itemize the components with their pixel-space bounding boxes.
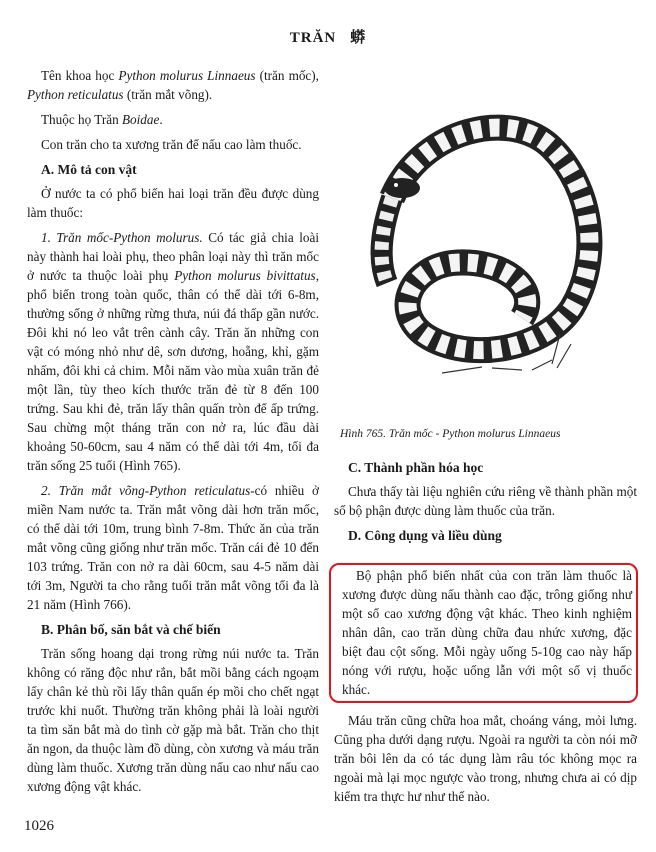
tran-moc-paragraph: 1. Trăn mốc-Python molurus. Có tác giả chia loài này thành hai loài phụ, theo phân loại này thì trăn mốc ở nước ta thuộc loài phụ Python molurus bivittatus, phổ biến trong toàn quốc, thân có thể dài tới 6-8m, thường sống ở những rừng thưa, núi đá thấp gần nước. Đôi khi nó leo vắt trên cành cây. Trăn ăn những con vật có móng nhỏ như dê, sơn dương, hoẵng, khỉ, gặm nhấm, đôi khi cả chim. Mỗi năm vào mùa xuân trăn đẻ một lần, tùy theo kích thước trăn đẻ từ 8 đến 100 trứng. Sau khi đẻ, trăn lấy thân quấn tròn để ấp trứng. Sau chừng một tháng trăn con nở ra, lúc đầu dài khoảng 50-60cm, sau 4 năm có thể dài tới 4m, tối đa trăn sống 25 tuổi (Hình 765).	[27, 230, 319, 473]
highlighted-usage-paragraph: Bộ phận phổ biến nhất của con trăn làm thuốc là xương được dùng nấu thành cao đặc, trông giống như một số cao xương động vật khác. Theo kinh nghiệm nhân dân, cao trăn dùng chữa đau nhức xương, đặc biệt đau cột sống. Mỗi ngày uống 5-10g cao này hấp nóng với rượu, hoặc uống lẫn với một số vị thuốc khác.	[342, 568, 632, 697]
distribution-paragraph: Trăn sống hoang dại trong rừng núi nước ta. Trăn không có răng độc như rắn, bắt mồi bằng cách ngoạm lấy chân kẻ thù rồi lấy thân quấn ép mồi cho chết ngạt trước khi nuốt. Thường trăn không phải là loài người ta tìm săn bắt mà do tình cờ gặp mà bắt. Trăn cho thịt ăn ngon, da thuộc làm đồ dùng, còn xương và máu trăn dùng làm thuốc. Xương trăn dùng nấu cao như nấu cao xương động vật khác.	[27, 646, 319, 794]
use-paragraph: Con trăn cho ta xương trăn để nấu cao làm thuốc.	[41, 137, 302, 152]
figure-caption: Hình 765. Trăn mốc - Python molurus Linnaeus	[340, 428, 561, 440]
page-title-han: 蟒	[350, 30, 367, 46]
intro-paragraph: Ở nước ta có phổ biến hai loại trăn đều được dùng làm thuốc:	[27, 186, 319, 220]
snake-head	[384, 178, 420, 198]
page-number: 1026	[24, 818, 54, 834]
family-paragraph: Thuộc họ Trăn Boidae.	[41, 112, 163, 127]
blood-use-paragraph: Máu trăn cũng chữa hoa mắt, choáng váng, mỏi lưng. Cũng pha dưới dạng rượu. Ngoài ra người ta còn nói mỡ trăn bôi lên da có tác dụng làm râu tóc không mọc ra ngoài mà lại mọc ngược vào trong, nhưng chưa ai có dịp kiểm tra thực hư như thế nào.	[334, 713, 637, 804]
page-title: TRĂN	[289, 30, 337, 46]
tran-mat-vong-paragraph: 2. Trăn mắt võng-Python reticulatus-có nhiều ở miền Nam nước ta. Trăn mắt võng dài hơn trăn mốc, có thể dài tới 10m, trung bình 7-8m. Thức ăn của trăn mắt võng cũng giống như trăn mốc. Trăn cái đẻ 10 đến 103 trứng. Trăn con nở ra dài 60cm, sau 4-5 năm dài tới 3m, Người ta cho rằng tuổi trăn mắt võng tối đa là 21 năm (Hình 766).	[27, 483, 319, 612]
section-c-heading: C. Thành phần hóa học	[348, 460, 484, 475]
section-a-heading: A. Mô tả con vật	[41, 162, 137, 177]
scientific-name-paragraph: Tên khoa học Python molurus Linnaeus (trăn mốc), Python reticulatus (trăn mắt võng).	[27, 68, 319, 102]
python-snake-illustration	[352, 88, 622, 386]
right-column	[334, 452, 637, 550]
chemistry-paragraph: Chưa thấy tài liệu nghiên cứu riêng về thành phần một số bộ phận được dùng làm thuốc của trăn.	[334, 484, 637, 518]
section-b-heading: B. Phân bố, săn bắt và chế biến	[41, 622, 221, 637]
page-header	[0, 26, 656, 47]
section-d-heading: D. Công dụng và liều dùng	[348, 528, 502, 543]
left-column	[27, 66, 319, 802]
